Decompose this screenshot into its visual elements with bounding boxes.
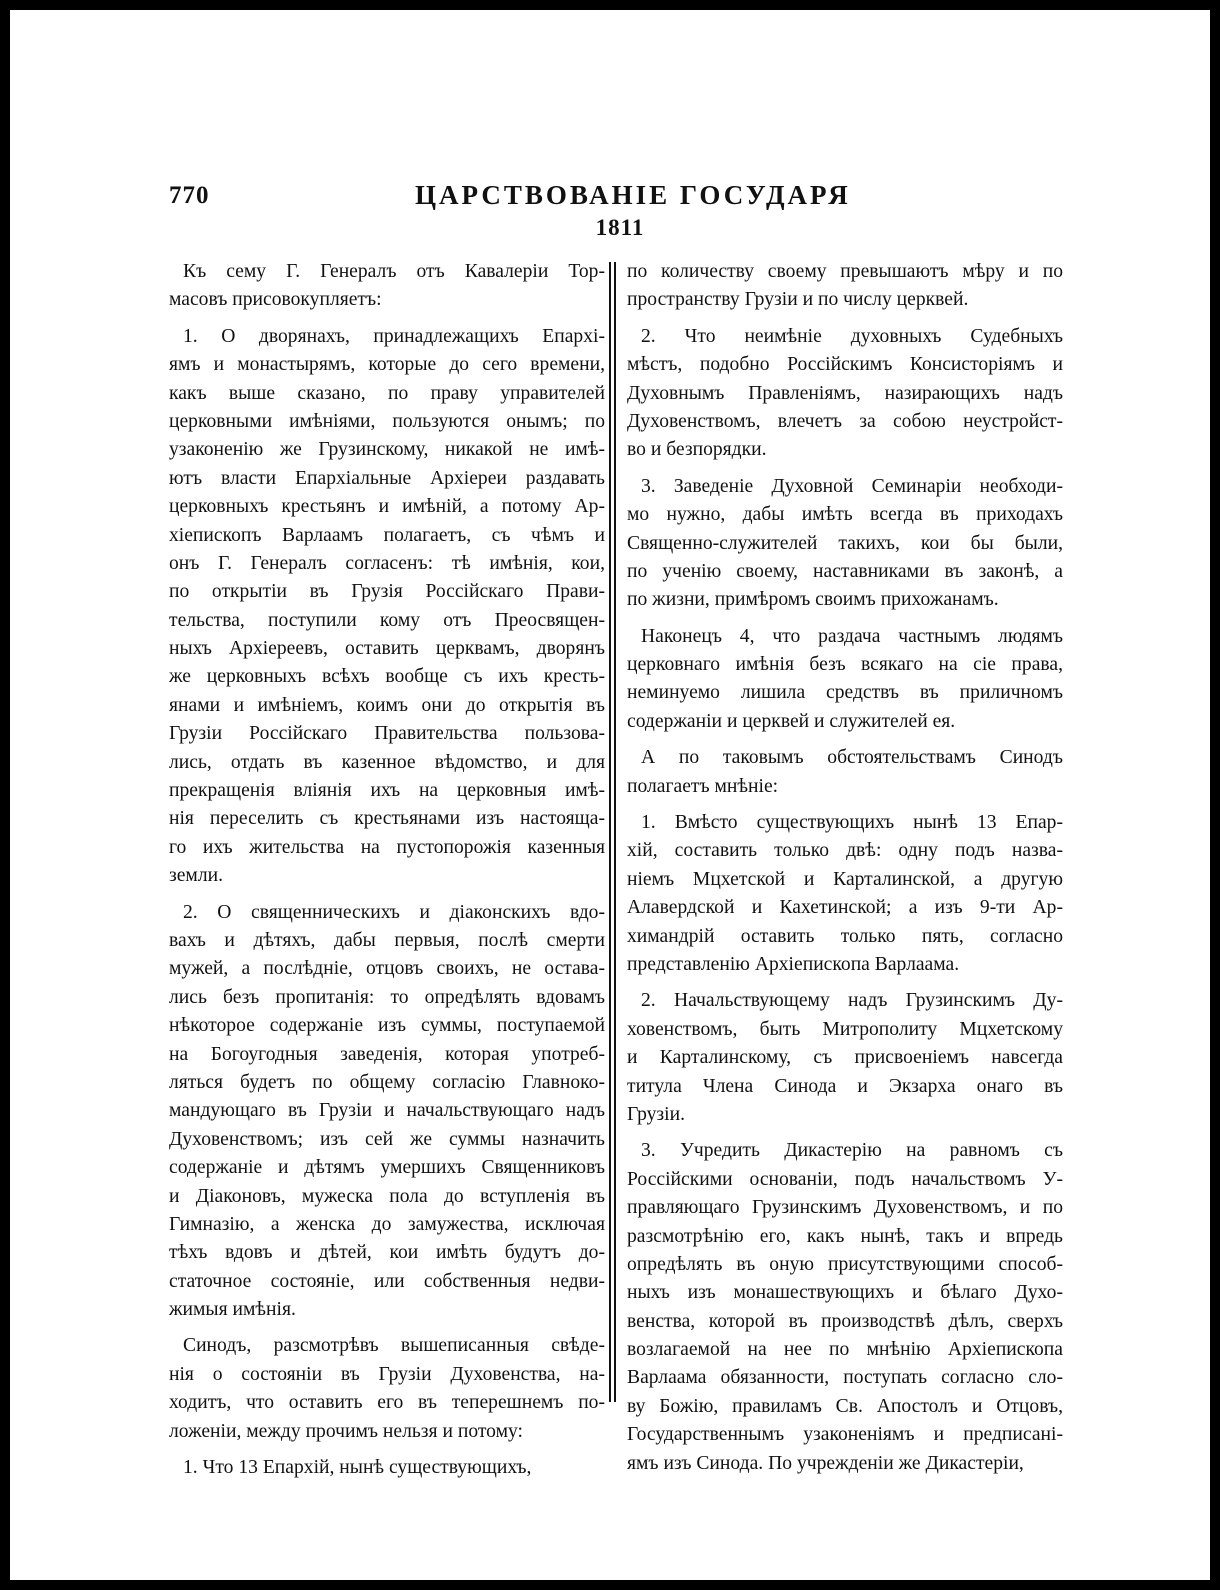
text-line: Государственнымъ узаконеніямъ и предписані- [627, 1424, 1063, 1446]
text-line: Синодъ, разсмотрѣвъ вышеписанныя свѣде- [183, 1335, 605, 1357]
text-line: химандрій оставить только пять, согласно [627, 925, 1063, 947]
text-line: 2. Начальствующему надъ Грузинскимъ Ду- [641, 990, 1063, 1012]
text-line: А по таковымъ обстоятельствамъ Синодъ [641, 747, 1063, 769]
paragraph [627, 258, 1063, 315]
text-line: мо нужно, дабы имѣть всегда въ приходахъ [627, 504, 1063, 526]
text-line: Наконецъ 4, что раздача частнымъ людямъ [641, 625, 1063, 647]
text-line: Къ сему Г. Генералъ отъ Кавалеріи Тор- [183, 261, 605, 282]
text-line: ляться будетъ по общему согласію Главноко- [169, 1071, 605, 1093]
paragraph [627, 473, 1063, 615]
left-column [169, 258, 605, 1490]
paragraph [169, 899, 605, 1325]
text-line: 1. Вмѣсто существующихъ нынѣ 13 Епар- [641, 812, 1063, 834]
text-line: 3. Заведеніе Духовной Семинаріи необходи- [641, 475, 1063, 497]
text-line: по количеству своему превышаютъ мѣру и по [627, 261, 1063, 282]
text-line: полагаетъ мнѣніе: [627, 775, 779, 797]
text-line: го ихъ жительства на пустопорожія казенныя [169, 836, 605, 858]
text-line: масовъ присовокупляетъ: [169, 289, 382, 311]
text-line: какъ выше сказано, по праву управителей [169, 382, 605, 404]
text-line: Грузіи. [627, 1103, 685, 1125]
text-line: по открытіи въ Грузія Россійскаго Прави- [169, 581, 605, 603]
text-line: представленію Архіепископа Варлаама. [627, 953, 960, 975]
text-line: правляющаго Грузинскимъ Духовенствомъ, и по [627, 1197, 1063, 1219]
text-line: онъ Г. Генералъ согласенъ: тѣ имѣнія, кои, [169, 552, 605, 574]
text-line: ямъ изъ Синода. По учрежденіи же Дикастеріи, [627, 1452, 1024, 1474]
text-line: возлагаемой на нее по мнѣнію Архіепископа [627, 1339, 1063, 1361]
text-line: лись безъ пропитанія: то опредѣлять вдовамъ [169, 986, 605, 1008]
text-line: тельства, поступили кому отъ Преосвящен- [169, 609, 605, 631]
text-line: пространству Грузіи и по числу церквей. [627, 289, 969, 311]
text-line: содержаніе и дѣтямъ умершихъ Священниковъ [169, 1157, 605, 1179]
text-line: земли. [169, 865, 223, 887]
column-divider-rule [609, 262, 611, 1402]
text-line: вахъ и дѣтяхъ, дабы первыя, послѣ смерти [169, 929, 605, 951]
text-line: титула Члена Синода и Экзарха онаго въ [627, 1075, 1063, 1097]
text-line: же церковныхъ всѣхъ вообще съ ихъ кресть- [169, 666, 605, 688]
text-line: статочное состояніе, или собственныя недви- [169, 1270, 605, 1292]
text-line: по жизни, примѣромъ своимъ прихожанамъ. [627, 589, 999, 611]
text-line: церковными имѣніями, пользуются онымъ; по [169, 410, 605, 432]
paragraph [627, 809, 1063, 979]
text-line: церковнаго имѣнія безъ всякаго на сіе права, [627, 654, 1063, 676]
text-line: ямъ и монастырямъ, которые до сего времени, [169, 354, 605, 376]
text-line: содержаніи и церквей и служителей ея. [627, 710, 956, 732]
text-line: Россійскими основаніи, подъ начальствомъ У- [627, 1168, 1063, 1190]
text-line: ходитъ, что оставить его въ теперешнемъ по- [169, 1392, 605, 1414]
text-line: во и безпорядки. [627, 439, 767, 461]
text-line: Алавердской и Кахетинской; а изъ 9-ти Ар- [627, 897, 1063, 919]
text-line: нѣкоторое содержаніе изъ суммы, поступаемой [169, 1015, 605, 1037]
paragraph [169, 323, 605, 891]
year-heading: 1811 [595, 215, 645, 240]
text-line: ніемъ Мцхетской и Карталинской, а другую [627, 868, 1063, 890]
scanned-page [10, 10, 1210, 1580]
text-line: лись, отдать въ казенное вѣдомство, и для [169, 751, 605, 773]
text-line: Духовенствомъ, влечетъ за собою неустройст- [627, 410, 1063, 432]
text-line: тѣхъ вдовъ и дѣтей, кои имѣть будутъ до- [169, 1242, 605, 1264]
text-line: разсмотрѣнію его, какъ нынѣ, такъ и впредь [627, 1225, 1063, 1247]
text-line: Грузіи Россійскаго Правительства пользова- [169, 723, 605, 745]
text-line: ныхъ изъ монашествующихъ и бѣлаго Духо- [627, 1282, 1063, 1304]
text-line: Священно-служителей такихъ, кои бы были, [627, 532, 1063, 554]
text-line: Варлаама обязанности, поступать согласно сло- [627, 1367, 1063, 1389]
text-line: янами и имѣніемъ, коимъ они до открытія въ [169, 694, 605, 716]
text-line: 2. О священническихъ и діаконскихъ вдо- [183, 901, 605, 923]
paragraph [627, 744, 1063, 801]
paragraph [169, 1332, 605, 1446]
text-line: на Богоугодныя заведенія, которая употреб- [169, 1043, 605, 1065]
running-title: ЦАРСТВОВАНІЕ ГОСУДАРЯ [415, 180, 851, 210]
text-line: опредѣлять въ оную присутствующими способ- [627, 1253, 1063, 1275]
text-line: нія переселить съ крестьянами изъ настояща- [169, 808, 605, 830]
text-line: Духовенствомъ; изъ сей же суммы назначить [169, 1128, 605, 1150]
paragraph [169, 258, 605, 315]
text-line: мандующаго въ Грузіи и начальствующаго надъ [169, 1100, 605, 1122]
text-line: жимыя имѣнія. [169, 1299, 296, 1321]
text-line: мѣстъ, подобно Россійскимъ Консисторіямъ и [627, 354, 1063, 376]
text-line: Гимназію, а женска до замужества, исключая [169, 1213, 605, 1235]
text-line: церковныхъ крестьянъ и имѣній, а потому Ар- [169, 496, 605, 518]
paragraph [627, 1137, 1063, 1478]
text-line: ныхъ Архіереевъ, оставить церквамъ, дворянъ [169, 638, 605, 660]
text-line: по ученію своему, наставниками въ законѣ, а [627, 560, 1063, 582]
paragraph [627, 987, 1063, 1129]
text-line: ютъ власти Епархіальные Архіереи раздавать [169, 467, 605, 489]
text-line: ложеніи, между прочимъ нельзя и потому: [169, 1420, 523, 1442]
text-line: 2. Что неимѣніе духовныхъ Судебныхъ [641, 325, 1063, 347]
text-line: неминуемо лишила средствъ въ приличномъ [627, 682, 1063, 704]
text-line: ховенствомъ, быть Митрополиту Мцхетскому [627, 1018, 1063, 1040]
text-line: мужей, а послѣдніе, отцовъ своихъ, не остава- [169, 958, 605, 980]
page-number: 770 [169, 182, 210, 209]
text-line: Духовнымъ Правленіямъ, назирающихъ надъ [627, 382, 1063, 404]
text-line: прекращенія вліянія ихъ на церковныя имѣ- [169, 780, 605, 802]
right-column [627, 258, 1063, 1486]
paragraph [169, 1454, 605, 1482]
text-line: ву Божію, правиламъ Св. Апостолъ и Отцовъ, [627, 1395, 1063, 1417]
paragraph [627, 323, 1063, 465]
text-line: хіепископъ Варлаамъ полагаетъ, съ чѣмъ и [169, 524, 605, 546]
column-divider-rule [614, 262, 616, 1402]
text-line: хій, составить только двѣ: одну подъ назва- [627, 840, 1063, 862]
text-line: и Карталинскому, съ присвоеніемъ навсегда [627, 1047, 1063, 1069]
text-line: венства, которой въ производствѣ дѣлъ, сверхъ [627, 1310, 1063, 1332]
text-line: узаконенію же Грузинскому, никакой не имѣ- [169, 439, 605, 461]
text-line: 1. Что 13 Епархій, нынѣ существующихъ, [183, 1457, 532, 1479]
text-line: нія о состояніи въ Грузіи Духовенства, на- [169, 1363, 605, 1385]
text-line: 3. Учредить Дикастерію на равномъ съ [641, 1140, 1063, 1162]
paragraph [627, 623, 1063, 737]
text-line: и Діаконовъ, мужеска пола до вступленія въ [169, 1185, 605, 1207]
text-line: 1. О дворянахъ, принадлежащихъ Епархі- [183, 325, 605, 347]
